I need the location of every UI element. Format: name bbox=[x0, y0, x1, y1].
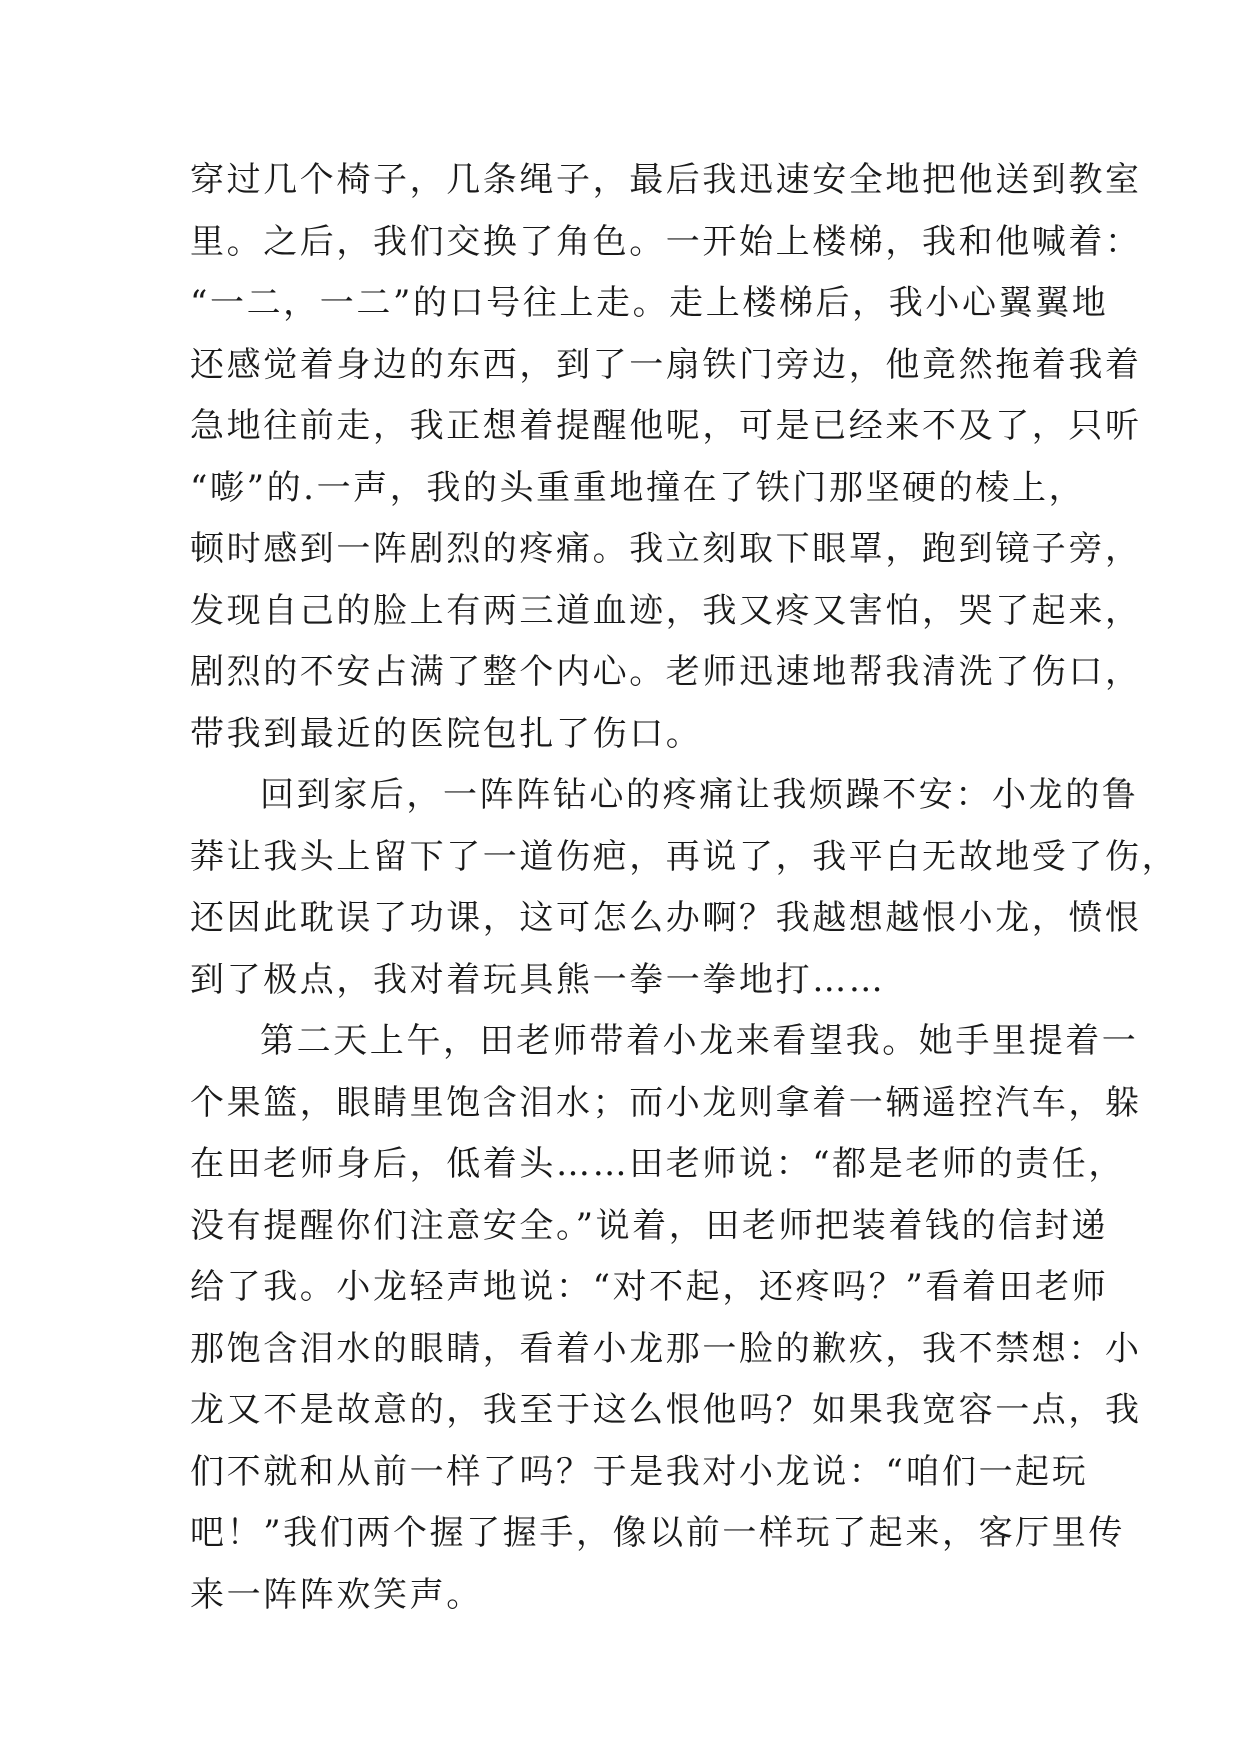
text-line: 里。之后，我们交换了角色。一开始上楼梯，我和他喊着： bbox=[190, 221, 1142, 262]
text-line: 第二天上午，田老师带着小龙来看望我。她手里提着一 bbox=[260, 1021, 1139, 1061]
text-line: 回到家后，一阵阵钻心的疼痛让我烦躁不安：小龙的鲁 bbox=[260, 775, 1139, 815]
text-line: 顿时感到一阵剧烈的疼痛。我立刻取下眼罩，跑到镜子旁， bbox=[190, 529, 1142, 569]
text-line: 龙又不是故意的，我至于这么恨他吗？如果我宽容一点，我 bbox=[190, 1390, 1142, 1430]
text-line: 带我到最近的医院包扎了伤口。 bbox=[190, 713, 703, 754]
text-line: 还感觉着身边的东西，到了一扇铁门旁边，他竟然拖着我着 bbox=[190, 344, 1142, 385]
text-line: “一二，一二”的口号往上走。走上楼梯后，我小心翼翼地 bbox=[190, 283, 1109, 323]
text-line: “嘭”的.一声，我的头重重地撞在了铁门那坚硬的棱上， bbox=[190, 467, 1086, 508]
text-line: 们不就和从前一样了吗？于是我对小龙说：“咱们一起玩 bbox=[190, 1451, 1089, 1492]
text-line: 急地往前走，我正想着提醒他呢，可是已经来不及了，只听 bbox=[190, 406, 1142, 446]
text-line: 那饱含泪水的眼睛，看着小龙那一脸的歉疚，我不禁想：小 bbox=[190, 1328, 1142, 1369]
text-line: 莽让我头上留下了一道伤疤，再说了，我平白无故地受了伤， bbox=[190, 836, 1179, 877]
text-line: 吧！”我们两个握了握手，像以前一样玩了起来，客厅里传 bbox=[190, 1513, 1125, 1553]
text-line: 到了极点，我对着玩具熊一拳一拳地打…… bbox=[190, 959, 886, 1000]
text-line: 剧烈的不安占满了整个内心。老师迅速地帮我清洗了伤口， bbox=[190, 652, 1142, 692]
text-line: 还因此耽误了功课，这可怎么办啊？我越想越恨小龙，愤恨 bbox=[190, 898, 1142, 938]
text-line: 穿过几个椅子，几条绳子，最后我迅速安全地把他送到教室 bbox=[190, 160, 1142, 200]
text-line: 个果篮，眼睛里饱含泪水；而小龙则拿着一辆遥控汽车，躲 bbox=[190, 1082, 1142, 1123]
body-text bbox=[190, 150, 1179, 1626]
text-line: 来一阵阵欢笑声。 bbox=[190, 1574, 483, 1615]
text-line: 给了我。小龙轻声地说：“对不起，还疼吗？”看着田老师 bbox=[190, 1267, 1109, 1307]
text-line: 在田老师身后，低着头……田老师说：“都是老师的责任， bbox=[190, 1144, 1125, 1184]
text-line: 没有提醒你们注意安全。”说着，田老师把装着钱的信封递 bbox=[190, 1205, 1108, 1246]
text-line: 发现自己的脸上有两三道血迹，我又疼又害怕，哭了起来， bbox=[190, 590, 1142, 631]
